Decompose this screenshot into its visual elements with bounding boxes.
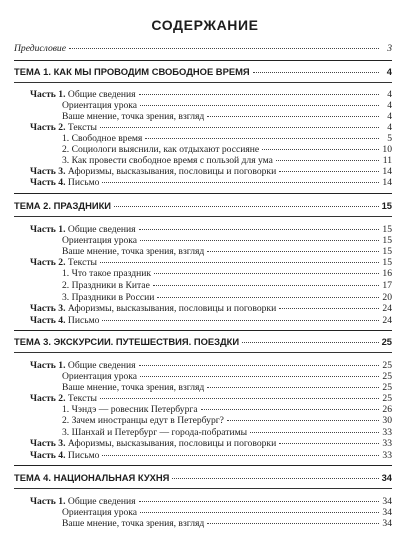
entry-text: Ваше мнение, точка зрения, взгляд <box>62 111 205 122</box>
topic-title: ТЕМА 3. ЭКСКУРСИИ. ПУТЕШЕСТВИЯ. ПОЕЗДКИ <box>14 336 240 347</box>
part-label: Часть 1. <box>30 360 66 371</box>
dot-leader <box>139 94 379 95</box>
entry-text: 2. Зачем иностранцы едут в Петербург? <box>62 415 224 426</box>
dot-leader <box>114 206 379 207</box>
dot-leader <box>139 501 379 502</box>
page-number: 34 <box>381 472 392 483</box>
dot-leader <box>253 72 379 73</box>
page-number: 4 <box>387 89 392 100</box>
page-number: 4 <box>386 66 392 77</box>
divider <box>14 330 392 331</box>
toc-part-entry[interactable] <box>30 177 392 188</box>
dot-leader <box>145 138 379 139</box>
divider <box>14 488 392 489</box>
dot-leader <box>140 240 379 241</box>
toc-part-entry[interactable] <box>30 450 392 461</box>
dot-leader <box>201 409 379 410</box>
toc-sub-entry[interactable] <box>62 144 392 155</box>
part-label: Часть 4. <box>30 177 66 188</box>
entry-text: 2. Социологи выяснили, как отдыхают россияне <box>62 144 260 155</box>
toc-part-entry[interactable] <box>30 166 392 177</box>
toc-part-entry[interactable] <box>30 257 392 268</box>
toc-sub-entry[interactable] <box>62 518 392 529</box>
divider <box>14 193 392 194</box>
page-number: 4 <box>387 122 392 133</box>
entry-text: Общие сведения <box>67 496 136 507</box>
dot-leader <box>157 297 379 298</box>
toc-part-entry[interactable] <box>30 360 392 371</box>
dot-leader <box>153 285 379 286</box>
page-number: 15 <box>382 246 392 257</box>
part-label: Часть 3. <box>30 166 66 177</box>
toc-sub-entry[interactable] <box>62 427 392 438</box>
entry-text: Ваше мнение, точка зрения, взгляд <box>62 518 205 529</box>
entry-text: Афоризмы, высказывания, пословицы и поговорки <box>67 303 277 314</box>
toc-sub-entry[interactable] <box>62 268 392 279</box>
entry-text: Общие сведения <box>67 89 136 100</box>
toc-sub-entry[interactable] <box>62 133 392 144</box>
entry-text: Письмо <box>67 315 100 326</box>
entry-text: Ориентация урока <box>62 371 138 382</box>
toc-sub-entry[interactable] <box>62 507 392 518</box>
page-number: 34 <box>382 518 392 529</box>
entry-text: Ориентация урока <box>62 507 138 518</box>
part-label: Часть 3. <box>30 303 66 314</box>
entry-text: 3. Шанхай и Петербург — города-побратимы <box>62 427 248 438</box>
toc-topic-entry[interactable] <box>14 472 392 483</box>
entry-text: 1. Свободное время <box>62 133 143 144</box>
toc-sub-entry[interactable] <box>62 404 392 415</box>
part-label: Часть 1. <box>30 496 66 507</box>
page-number: 15 <box>382 224 392 235</box>
toc-part-entry[interactable] <box>30 122 392 133</box>
toc-part-entry[interactable] <box>30 224 392 235</box>
divider <box>14 352 392 353</box>
page-number: 14 <box>382 166 392 177</box>
entry-text: Общие сведения <box>67 360 136 371</box>
dot-leader <box>154 273 379 274</box>
dot-leader <box>207 116 379 117</box>
entry-text: Ориентация урока <box>62 100 138 111</box>
page-number: 34 <box>382 496 392 507</box>
page-number: 16 <box>382 268 392 279</box>
dot-leader <box>262 149 379 150</box>
page-number: 34 <box>382 507 392 518</box>
dot-leader <box>207 251 379 252</box>
page-number: 33 <box>382 450 392 461</box>
page-number: 4 <box>387 100 392 111</box>
entry-text: 3. Праздники в России <box>62 292 155 303</box>
toc-topic-entry[interactable] <box>14 66 392 77</box>
toc-sub-entry[interactable] <box>62 415 392 426</box>
page-number: 26 <box>382 404 392 415</box>
page-number: 33 <box>382 438 392 449</box>
entry-text: Тексты <box>67 257 97 268</box>
page-title: СОДЕРЖАНИЕ <box>151 17 259 33</box>
dot-leader <box>242 342 378 343</box>
toc-preface-entry[interactable] <box>14 43 392 54</box>
toc-sub-entry[interactable] <box>62 382 392 393</box>
toc-sub-entry[interactable] <box>62 246 392 257</box>
page-number: 15 <box>382 257 392 268</box>
page-number: 15 <box>381 200 392 211</box>
dot-leader <box>69 48 379 49</box>
entry-text: Письмо <box>67 177 100 188</box>
divider <box>14 216 392 217</box>
entry-text: Ориентация урока <box>62 235 138 246</box>
toc-sub-entry[interactable] <box>62 292 392 303</box>
toc-topic-entry[interactable] <box>14 336 392 347</box>
dot-leader <box>139 229 379 230</box>
toc-part-entry[interactable] <box>30 438 392 449</box>
divider <box>14 82 392 83</box>
part-label: Часть 3. <box>30 438 66 449</box>
entry-text: 1. Что такое праздник <box>62 268 152 279</box>
toc-part-entry[interactable] <box>30 496 392 507</box>
entry-text: Общие сведения <box>67 224 136 235</box>
entry-text: Ваше мнение, точка зрения, взгляд <box>62 246 205 257</box>
dot-leader <box>140 512 379 513</box>
dot-leader <box>139 365 379 366</box>
dot-leader <box>102 182 379 183</box>
toc-sub-entry[interactable] <box>62 235 392 246</box>
dot-leader <box>100 127 379 128</box>
dot-leader <box>100 398 379 399</box>
part-label: Часть 1. <box>30 224 66 235</box>
toc-sub-entry[interactable] <box>62 111 392 122</box>
dot-leader <box>140 105 379 106</box>
entry-text: Афоризмы, высказывания, пословицы и поговорки <box>67 438 277 449</box>
page-number: 24 <box>382 315 392 326</box>
preface-label: Предисловие <box>14 43 66 54</box>
page-number: 10 <box>382 144 392 155</box>
divider <box>14 465 392 466</box>
page-number: 33 <box>382 427 392 438</box>
dot-leader <box>250 432 379 433</box>
part-label: Часть 2. <box>30 257 66 268</box>
page-number: 11 <box>382 155 392 166</box>
toc-sub-entry[interactable] <box>62 280 392 291</box>
part-label: Часть 1. <box>30 89 66 100</box>
dot-leader <box>276 160 379 161</box>
dot-leader <box>279 308 379 309</box>
entry-text: 1. Чэндэ — ровесник Петербурга <box>62 404 198 415</box>
part-label: Часть 2. <box>30 122 66 133</box>
dot-leader <box>227 420 379 421</box>
page-number: 17 <box>382 280 392 291</box>
page-number: 4 <box>387 111 392 122</box>
dot-leader <box>102 320 379 321</box>
entry-text: Тексты <box>67 393 97 404</box>
dot-leader <box>279 171 379 172</box>
entry-text: 3. Как провести свободное время с пользой для ума <box>62 155 273 166</box>
page-number: 14 <box>382 177 392 188</box>
part-label: Часть 4. <box>30 315 66 326</box>
toc-sub-entry[interactable] <box>62 100 392 111</box>
page-number: 25 <box>382 393 392 404</box>
divider <box>14 60 392 61</box>
page-number: 25 <box>381 336 392 347</box>
toc-sub-entry[interactable] <box>62 155 392 166</box>
toc-topic-entry[interactable] <box>14 200 392 211</box>
page-number: 30 <box>382 415 392 426</box>
dot-leader <box>102 455 379 456</box>
dot-leader <box>207 523 379 524</box>
dot-leader <box>172 478 378 479</box>
page-number: 15 <box>382 235 392 246</box>
page-number: 3 <box>387 43 392 54</box>
topic-title: ТЕМА 4. НАЦИОНАЛЬНАЯ КУХНЯ <box>14 472 170 483</box>
toc-part-entry[interactable] <box>30 315 392 326</box>
page-number: 24 <box>382 303 392 314</box>
toc-part-entry[interactable] <box>30 303 392 314</box>
part-label: Часть 2. <box>30 393 66 404</box>
entry-text: 2. Праздники в Китае <box>62 280 150 291</box>
page-number: 5 <box>387 133 392 144</box>
dot-leader <box>207 387 379 388</box>
page-number: 25 <box>382 360 392 371</box>
toc-part-entry[interactable] <box>30 89 392 100</box>
dot-leader <box>100 262 379 263</box>
toc-part-entry[interactable] <box>30 393 392 404</box>
page-number: 20 <box>382 292 392 303</box>
entry-text: Письмо <box>67 450 100 461</box>
part-label: Часть 4. <box>30 450 66 461</box>
toc-sub-entry[interactable] <box>62 371 392 382</box>
topic-title: ТЕМА 1. КАК МЫ ПРОВОДИМ СВОБОДНОЕ ВРЕМЯ <box>14 66 250 77</box>
entry-text: Ваше мнение, точка зрения, взгляд <box>62 382 205 393</box>
dot-leader <box>140 376 379 377</box>
dot-leader <box>279 443 379 444</box>
page-number: 25 <box>382 371 392 382</box>
entry-text: Тексты <box>67 122 97 133</box>
page-number: 25 <box>382 382 392 393</box>
entry-text: Афоризмы, высказывания, пословицы и поговорки <box>67 166 277 177</box>
topic-title: ТЕМА 2. ПРАЗДНИКИ <box>14 200 112 211</box>
